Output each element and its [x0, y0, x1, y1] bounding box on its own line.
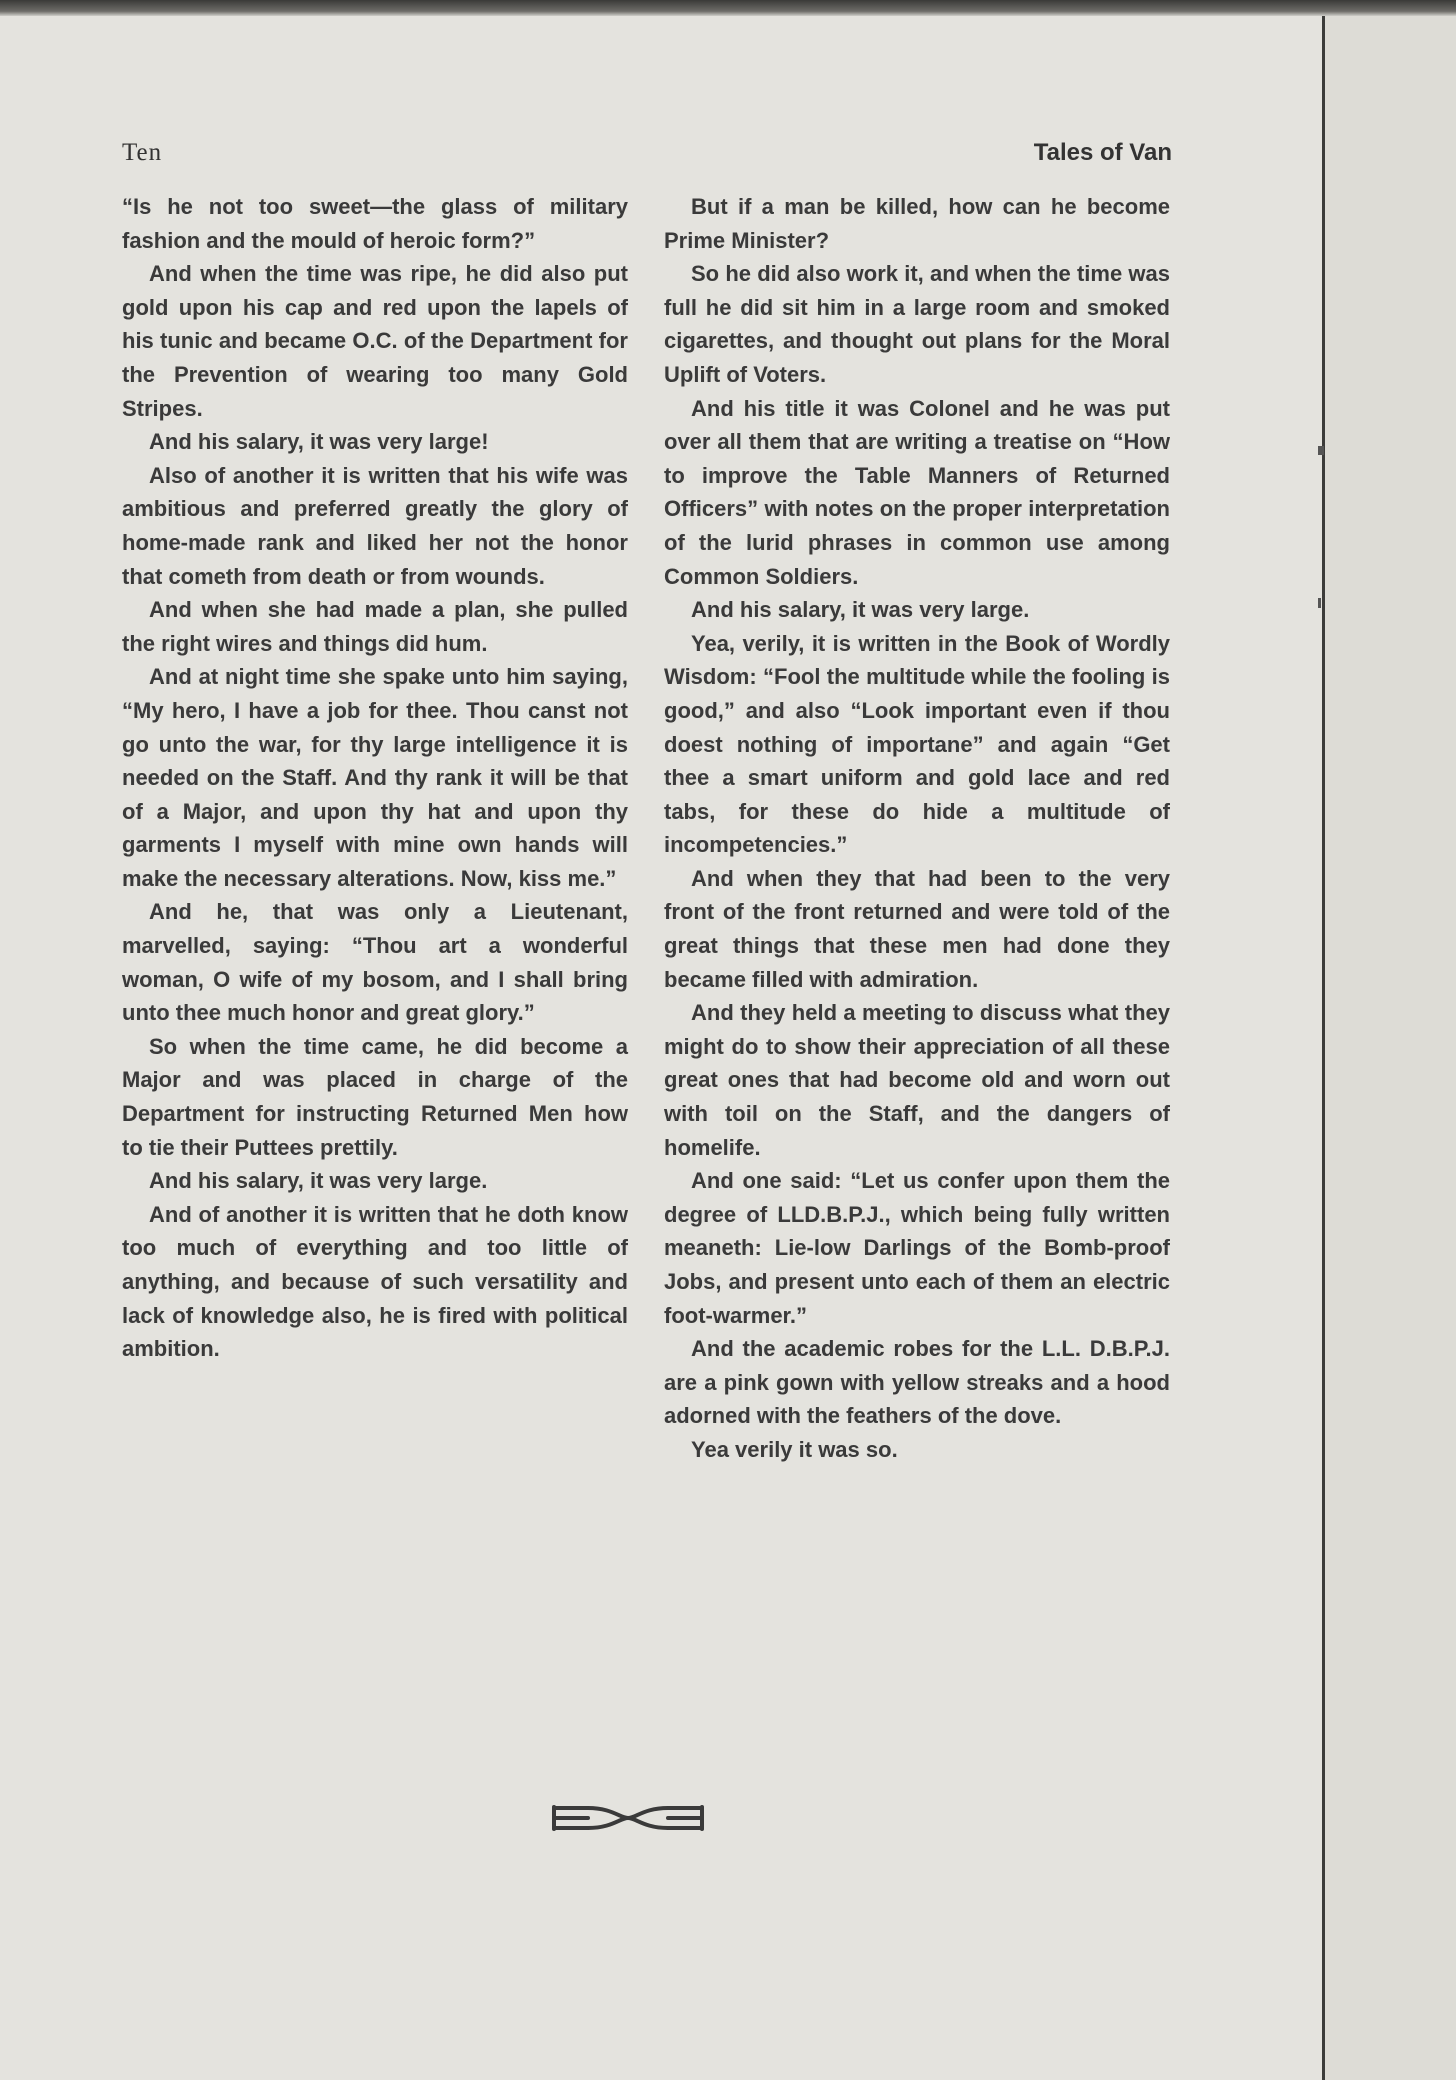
paragraph: Also of another it is written that his wife was ambitious and preferred greatly the glory of home-made rank and liked her not the honor that cometh from death or from wounds.: [122, 462, 628, 589]
running-title: Tales of Van: [1033, 139, 1172, 166]
ornament-icon: [548, 1803, 708, 1833]
scan-speck: [1318, 446, 1324, 455]
paragraph: And his salary, it was very large.: [691, 597, 1030, 623]
paragraph: And one said: “Let us confer upon them the degree of LLD.B.P.J., which being fully written meaneth: Lie-low Darlings of the Bomb-proof Jobs, and present unto each of them an electric foot-warmer.”: [664, 1168, 1170, 1328]
page-number: Ten: [122, 139, 163, 166]
paragraph: And he, that was only a Lieutenant, marvelled, saying: “Thou art a wonderful woman, O wife of my bosom, and I shall bring unto thee much honor and great glory.”: [122, 899, 628, 1026]
paragraph: “Is he not too sweet—the glass of military fashion and the mould of heroic form?”: [122, 194, 628, 253]
paragraph: And of another it is written that he doth know too much of everything and too little of anything, and because of such versatility and lack of knowledge also, he is fired with political ambition.: [122, 1201, 628, 1362]
paragraph: So he did also work it, and when the time was full he did sit him in a large room and smoked cigarettes, and thought out plans for the Moral Uplift of Voters.: [664, 261, 1170, 387]
page-fold-line: [1322, 16, 1325, 2080]
paragraph: And his title it was Colonel and he was put over all them that are writing a treatise on “How to improve the Table Manners of Returned Officers” with notes on the proper interpretation of the lurid phrases in common use among Common Soldiers.: [664, 395, 1170, 589]
facing-page-edge: [1325, 16, 1456, 2080]
paragraph: And at night time she spake unto him saying, “My hero, I have a job for thee. Thou canst not go unto the war, for thy large intelligence it is needed on the Staff. And thy rank it will be that of a Major, and upon thy hat and upon thy garments I myself with mine own hands will make the necessary alterations. Now, kiss me.”: [122, 664, 628, 891]
paragraph: And when they that had been to the very front of the front returned and were told of the great things that these men had done they became filled with admiration.: [664, 865, 1170, 992]
right-column: [664, 190, 1170, 1467]
page-header: [122, 139, 1172, 175]
paragraph: And when she had made a plan, she pulled the right wires and things did hum.: [122, 597, 628, 656]
paragraph: And the academic robes for the L.L. D.B.P.J. are a pink gown with yellow streaks and a hood adorned with the feathers of the dove.: [664, 1336, 1170, 1429]
paragraph: And his salary, it was very large.: [149, 1168, 488, 1194]
paragraph: So when the time came, he did become a Major and was placed in charge of the Department for instructing Returned Men how to tie their Puttees prettily.: [122, 1033, 628, 1160]
paragraph: And his salary, it was very large!: [149, 429, 489, 455]
paragraph: Yea verily it was so.: [691, 1436, 898, 1462]
left-column: [122, 190, 628, 1366]
paragraph: But if a man be killed, how can he become Prime Minister?: [664, 194, 1170, 253]
paragraph: Yea, verily, it is written in the Book of Wordly Wisdom: “Fool the multitude while the fooling is good,” and also “Look important even if thou doest nothing of importane” and again “Get thee a smart uniform and gold lace and red tabs, for these do hide a multitude of incompetencies.”: [664, 630, 1170, 858]
paragraph: And when the time was ripe, he did also put gold upon his cap and red upon the lapels of his tunic and became O.C. of the Department for the Prevention of wearing too many Gold Stripes.: [122, 261, 628, 421]
paragraph: And they held a meeting to discuss what they might do to show their appreciation of all these great ones that had become old and worn out with toil on the Staff, and the dangers of homelife.: [664, 1000, 1170, 1160]
scan-top-edge: [0, 0, 1456, 16]
scan-speck: [1318, 598, 1321, 608]
